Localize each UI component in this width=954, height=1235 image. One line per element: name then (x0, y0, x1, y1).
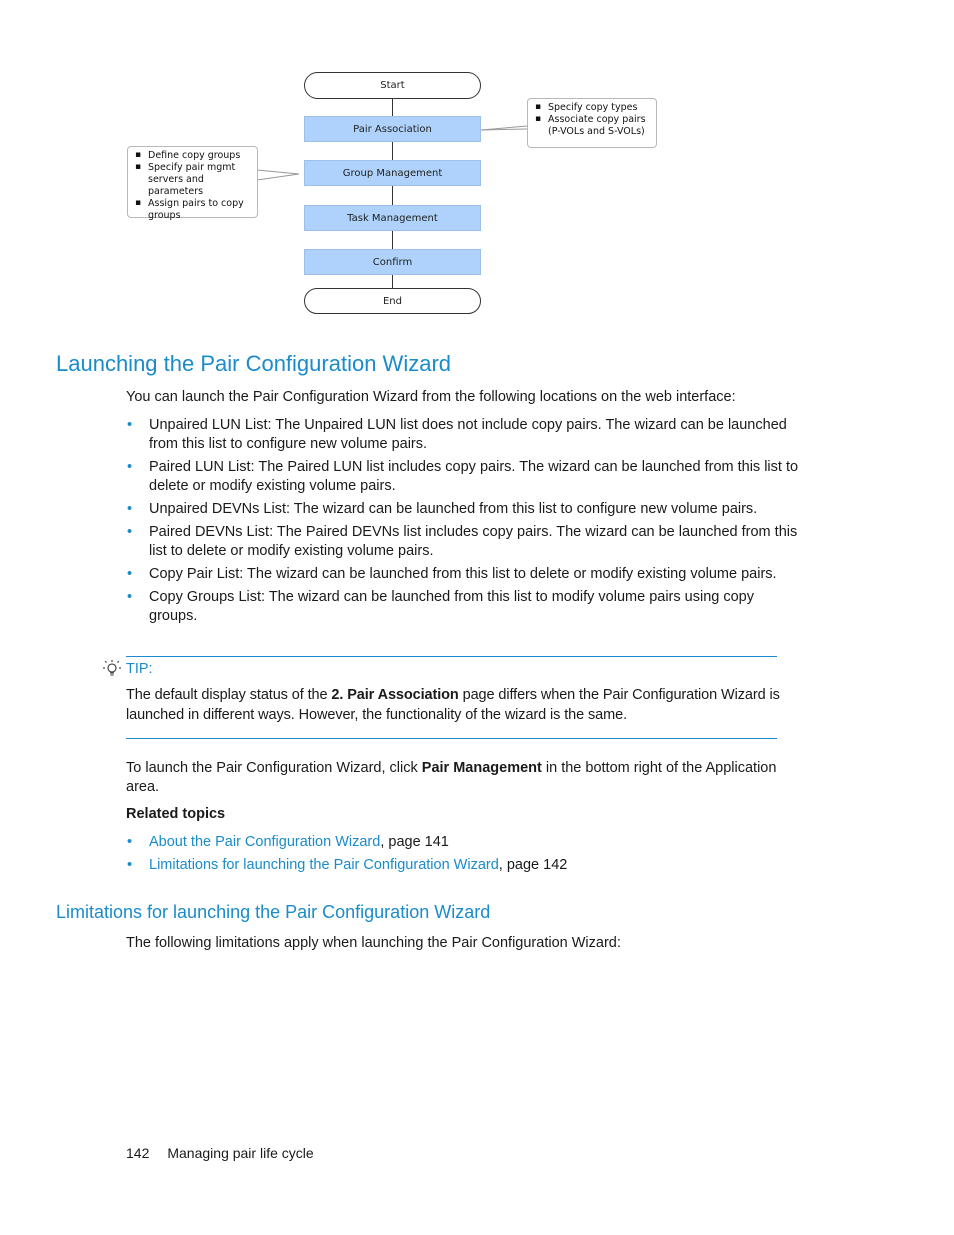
tip-label: TIP: (126, 661, 153, 677)
note-pair-association (527, 98, 657, 148)
section-intro-limitations: The following limitations apply when launching the Pair Configuration Wizard: (126, 935, 621, 951)
related-topic-item (126, 833, 806, 852)
launch-text-bold: Pair Management (421, 760, 542, 776)
launch-instructions (126, 759, 806, 797)
section-heading-launching: Launching the Pair Configuration Wizard (56, 351, 452, 376)
launch-locations-list (126, 416, 806, 630)
note-item: ▪ Assign pairs to copy (132, 198, 253, 210)
section-heading-limitations: Limitations for launching the Pair Configuration Wizard (56, 902, 491, 922)
related-topics-heading: Related topics (126, 806, 226, 822)
list-item: • Unpaired LUN List: The Unpaired LUN list does not include copy pairs. The wizard can be launched from this list to configure new volume pairs. (126, 416, 806, 454)
list-item: • Unpaired DEVNs List: The wizard can be launched from this list to configure new volume pairs. (126, 500, 806, 519)
tip-text-bold: 2. Pair Association (331, 687, 459, 703)
flow-step-confirm: Confirm (304, 249, 481, 275)
note-item: ▪ Specify copy types (532, 102, 652, 114)
related-topic-link-about[interactable]: About the Pair Configuration Wizard (149, 834, 381, 850)
launch-text-end: in the bottom right of the Application area. (126, 760, 777, 795)
related-topic-page: , page 142 (498, 857, 568, 873)
flow-end: End (304, 288, 481, 314)
flow-start: Start (304, 72, 481, 99)
chapter-title: Managing pair life cycle (167, 1145, 314, 1161)
note-item: ▪ Associate copy pairs (532, 114, 652, 126)
tip-text-start: The default display status of the (126, 687, 332, 703)
tip-text (126, 685, 786, 725)
related-topic-link-limitations[interactable]: Limitations for launching the Pair Configuration Wizard (149, 857, 499, 873)
note-item: ▪ Define copy groups (132, 150, 253, 162)
flow-step-group-management: Group Management (304, 160, 481, 186)
related-topic-page: , page 141 (380, 834, 449, 850)
flow-step-pair-association: Pair Association (304, 116, 481, 142)
tip-top-rule (126, 656, 777, 657)
note-continuation: (P-VOLs and S-VOLs) (548, 126, 645, 137)
section-intro: You can launch the Pair Configuration Wizard from the following locations on the web interface: (126, 389, 736, 405)
tip-bottom-rule (126, 738, 777, 739)
lightbulb-icon (102, 659, 122, 679)
list-item: • Copy Pair List: The wizard can be launched from this list to delete or modify existing volume pairs. (126, 565, 806, 584)
list-item: • Paired DEVNs List: The Paired DEVNs list includes copy pairs. The wizard can be launched from this list to delete or modify existing volume pairs. (126, 523, 806, 561)
note-continuation: groups (148, 210, 181, 221)
flow-step-task-management: Task Management (304, 205, 481, 231)
related-topics-list (126, 833, 806, 879)
launch-text-start: To launch the Pair Configuration Wizard, click (126, 760, 422, 776)
tip-text-end: page differs when the Pair Configuration Wizard is launched in different ways. However, the functionality of the wizard is the same. (126, 687, 780, 723)
note-group-management (127, 146, 258, 221)
page-footer (126, 1145, 314, 1161)
note-continuation: servers and parameters (148, 174, 204, 197)
related-topic-item (126, 856, 806, 875)
page-number: 142 (126, 1145, 150, 1161)
note-item: ▪ Specify pair mgmt (132, 162, 253, 174)
list-item: • Paired LUN List: The Paired LUN list includes copy pairs. The wizard can be launched from this list to delete or modify existing volume pairs. (126, 458, 806, 496)
list-item: • Copy Groups List: The wizard can be launched from this list to modify volume pairs using copy groups. (126, 588, 806, 626)
